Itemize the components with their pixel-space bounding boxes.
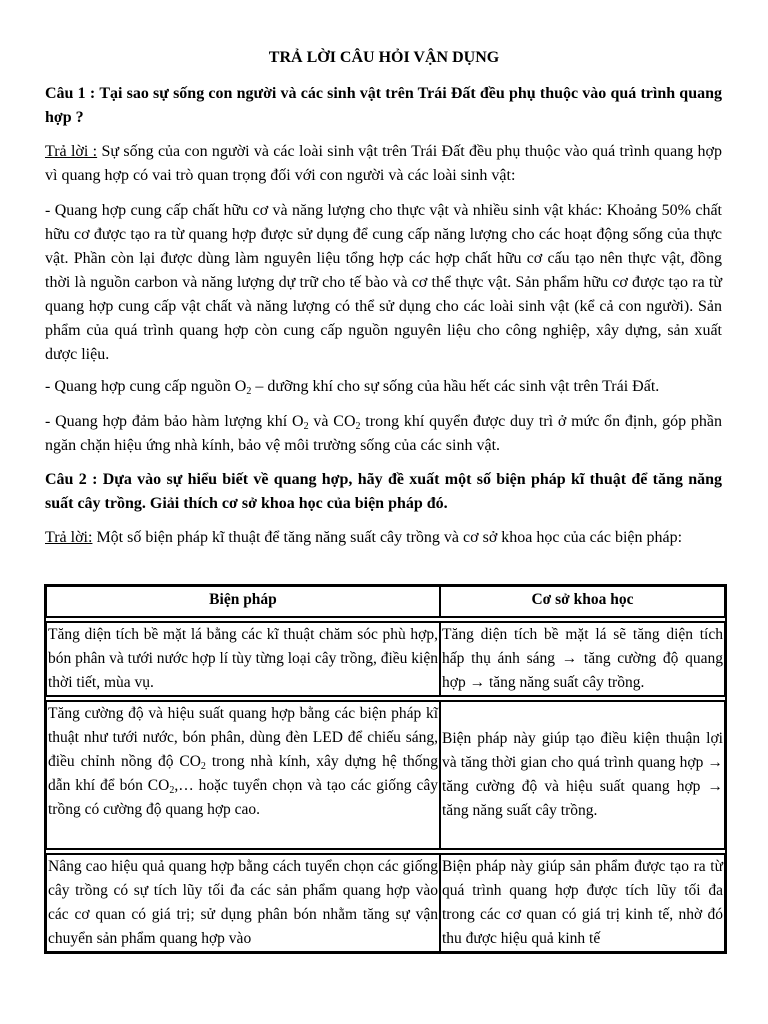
- p2-text-b: – dưỡng khí cho sự sống của hầu hết các sinh vật trên Trái Đất.: [251, 378, 660, 395]
- answer-1-label: Trả lời :: [45, 143, 98, 160]
- answer-2-intro: [45, 526, 722, 550]
- table-cell-basis: Biện pháp này giúp sản phẩm được tạo ra từ quá trình quang hợp được tích lũy tối đa trong các cơ quan có giá trị kinh tế, nhờ đó thu được hiệu quả kinh tế: [440, 854, 725, 952]
- table-cell-measure: Nâng cao hiệu quả quang hợp bằng cách tuyển chọn các giống cây trồng có sự tích lũy tối đa các sản phẩm quang hợp vào các cơ quan có giá trị; sử dụng phân bón nhằm tăng sự vận chuyển sản phẩm quang hợp vào: [46, 854, 440, 952]
- question-1-label: Câu 1 :: [45, 85, 96, 102]
- question-1-text: Tại sao sự sống con người và các sinh vật trên Trái Đất đều phụ thuộc vào quá trình quang hợp ?: [45, 85, 723, 126]
- question-2-text: Dựa vào sự hiểu biết về quang hợp, hãy đề xuất một số biện pháp kĩ thuật để tăng năng suất cây trồng. Giải thích cơ sở khoa học của biện pháp đó.: [45, 471, 723, 512]
- p2-subscript: 2: [246, 386, 252, 397]
- table-cell-measure: [46, 701, 440, 849]
- answer-1-intro: [45, 140, 722, 188]
- document-title: TRẢ LỜI CÂU HỎI VẬN DỤNG: [268, 49, 500, 66]
- measure-text-c: ,… hoặc tuyển chọn và tạo các giống cây trồng có cường độ quang hợp cao.: [48, 777, 438, 818]
- answer-1-intro-text: Sự sống của con người và các loài sinh vật trên Trái Đất đều phụ thuộc vào quá trình quang hợp vì quang hợp có vai trò quan trọng đối với con người và các loài sinh vật:: [45, 143, 723, 184]
- table-cell-measure: Tăng diện tích bề mặt lá bằng các kĩ thuật chăm sóc phù hợp, bón phân và tưới nước hợp lí tùy từng loại cây trồng, điều kiện thời tiết, mùa vụ.: [46, 622, 440, 696]
- p3-subscript-1: 2: [303, 421, 309, 432]
- measure-text-a: Tăng cường độ và hiệu suất quang hợp bằng các biện pháp kĩ thuật như tưới nước, bón phân, dùng đèn LED để chiếu sáng, điều chỉnh nồng độ CO: [48, 705, 438, 770]
- p3-text-b: và CO: [308, 413, 356, 430]
- measure-text-b: trong nhà kính, xây dựng hệ thống dẫn khí để bón CO: [48, 753, 438, 794]
- answer-1-paragraph-1: - Quang hợp cung cấp chất hữu cơ và năng lượng cho thực vật và nhiều sinh vật khác: Khoảng 50% chất hữu cơ được tạo ra từ quang hợp được sử dụng để cung cấp năng lượng cho các hoạt động sống của thực vật. Phần còn lại được dùng làm nguyên liệu tổng hợp các hợp chất hữu cơ cấu tạo nên thực vật, đồng thời là nguồn carbon và năng lượng dự trữ cho tế bào và cơ thể thực vật. Sản phẩm hữu cơ được tạo ra từ quang hợp cung cấp vật chất và năng lượng có thể sử dụng cho các loài sinh vật (kể cả con người). Sản phẩm của quá trình quang hợp còn cung cấp nguồn nguyên liệu cho công nghiệp, xây dựng, sản xuất dược liệu.: [45, 202, 722, 363]
- answer-2-label: Trả lời:: [45, 529, 93, 546]
- p2-text-a: - Quang hợp cung cấp nguồn O: [45, 378, 247, 395]
- p3-subscript-2: 2: [355, 421, 361, 432]
- question-2: [45, 468, 722, 516]
- table-row: [46, 854, 725, 952]
- measures-table: [44, 584, 727, 954]
- table-cell-basis: Biện pháp này giúp tạo điều kiện thuận lợi và tăng thời gian cho quá trình quang hợp → tăng cường độ và hiệu suất quang hợp → tăng năng suất cây trồng.: [440, 701, 725, 849]
- table-header-measure: Biện pháp: [46, 586, 440, 617]
- table-row: [46, 701, 725, 849]
- answer-1-paragraph-3: [45, 410, 722, 458]
- table-row: [46, 622, 725, 696]
- question-1: [45, 82, 722, 130]
- answer-2-intro-text: Một số biện pháp kĩ thuật để tăng năng suất cây trồng và cơ sở khoa học của các biện pháp:: [96, 529, 683, 546]
- p3-text-a: - Quang hợp đảm bảo hàm lượng khí O: [45, 413, 304, 430]
- measure-subscript-1: 2: [200, 761, 206, 772]
- table-header-basis: Cơ sở khoa học: [440, 586, 725, 617]
- answer-1-paragraph-2: [45, 375, 722, 399]
- question-2-label: Câu 2 :: [45, 471, 98, 488]
- table-cell-basis: Tăng diện tích bề mặt lá sẽ tăng diện tích hấp thụ ánh sáng → tăng cường độ quang hợp → tăng năng suất cây trồng.: [440, 622, 725, 696]
- measure-subscript-2: 2: [169, 785, 175, 796]
- table-header-row: [46, 586, 725, 617]
- p3-text-c: trong khí quyển được duy trì ở mức ổn định, góp phần ngăn chặn hiệu ứng nhà kính, bảo vệ môi trường sống của các sinh vật.: [45, 413, 723, 454]
